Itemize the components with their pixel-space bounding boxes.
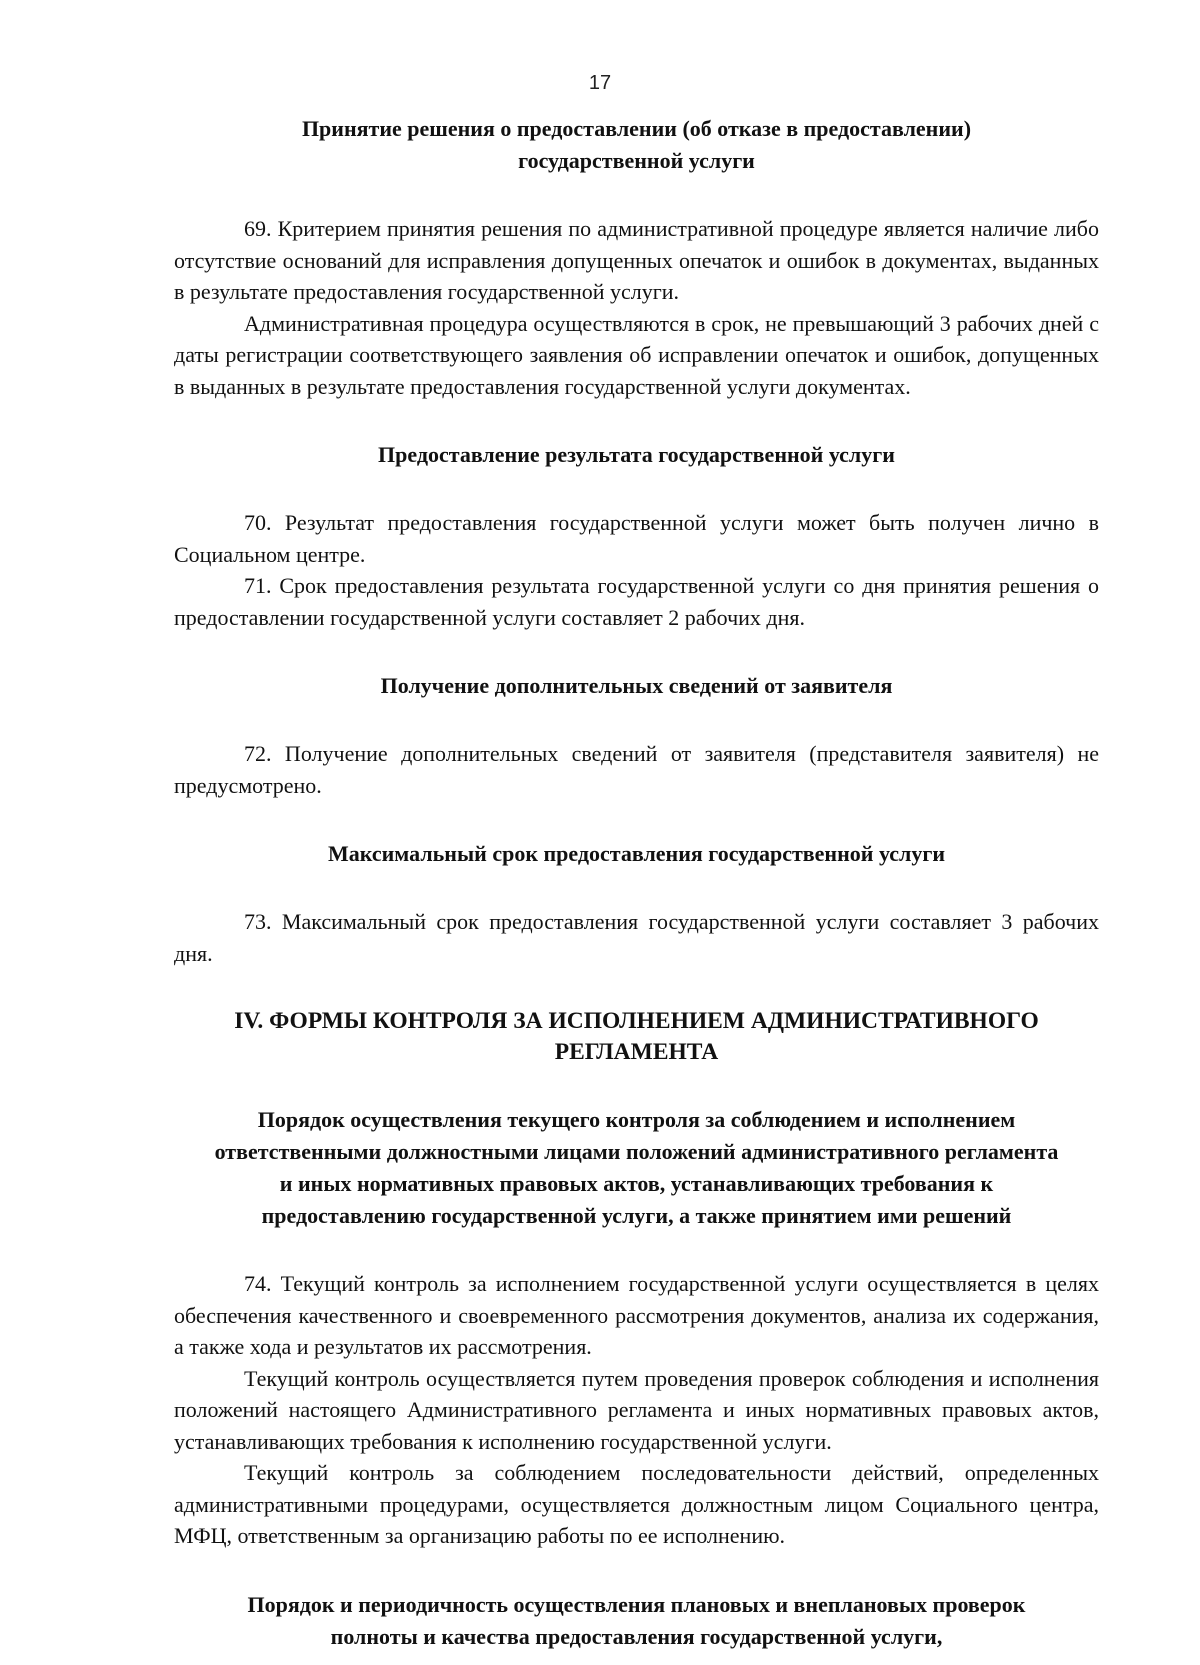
heading-line: предоставлению государственной услуги, а также принятием ими решений	[261, 1203, 1012, 1228]
paragraph-73: 73. Максимальный срок предоставления государственной услуги составляет 3 рабочих дня.	[174, 909, 1099, 966]
paragraph-70: 70. Результат предоставления государственной услуги может быть получен лично в Социальном центре.	[174, 510, 1099, 567]
section-title-line: РЕГЛАМЕНТА	[554, 1039, 719, 1065]
heading-line: Порядок осуществления текущего контроля за соблюдением и исполнением	[257, 1107, 1016, 1132]
section-title-line: IV. ФОРМЫ КОНТРОЛЯ ЗА ИСПОЛНЕНИЕМ АДМИНИСТРАТИВНОГО	[234, 1008, 1039, 1034]
paragraph-procedure-term: Административная процедура осуществляются в срок, не превышающий 3 рабочих дней с даты регистрации соответствующего заявления об исправлении опечаток и ошибок, допущенных в выданных в результате предоставления государственной услуги документах.	[174, 310, 1099, 399]
heading-line: Порядок и периодичность осуществления плановых и внеплановых проверок	[247, 1591, 1026, 1617]
paragraph-74: 74. Текущий контроль за исполнением государственной услуги осуществляется в целях обеспечения качественного и своевременного рассмотрения документов, анализа их содержания, а также хода и результатов их рассмотрения.	[174, 1271, 1099, 1359]
document-body	[174, 113, 1099, 1653]
section-title-iv	[174, 1006, 1099, 1068]
heading-line: Принятие решения о предоставлении (об отказе в предоставлении)	[301, 116, 972, 141]
heading-result	[174, 439, 1099, 471]
paragraph-71: 71. Срок предоставления результата государственной услуги со дня принятия решения о предоставлении государственной услуги составляет 2 рабочих дня.	[174, 573, 1099, 630]
heading-additional-info	[174, 670, 1099, 702]
heading-line: Максимальный срок предоставления государственной услуги	[327, 841, 946, 866]
heading-line: ответственными должностными лицами положений административного регламента	[214, 1139, 1059, 1164]
heading-line: и иных нормативных правовых актов, устанавливающих требования к	[279, 1171, 994, 1196]
paragraph-72: 72. Получение дополнительных сведений от заявителя (представителя заявителя) не предусмотрено.	[174, 741, 1099, 798]
heading-current-control	[174, 1104, 1099, 1232]
heading-line: Получение дополнительных сведений от заявителя	[380, 673, 893, 698]
heading-line: Предоставление результата государственной услуги	[378, 442, 895, 467]
heading-line: государственной услуги	[518, 148, 755, 173]
page-number: 17	[588, 72, 612, 94]
paragraph-69: 69. Критерием принятия решения по административной процедуре является наличие либо отсутствие оснований для исправления допущенных опечаток и ошибок в документах, выданных в результате предоставления государственной услуги.	[174, 216, 1099, 304]
heading-decision	[174, 113, 1099, 177]
heading-max-term	[174, 838, 1099, 870]
heading-inspections	[174, 1589, 1099, 1653]
paragraph-control-sequence: Текущий контроль за соблюдением последовательности действий, определенных административными процедурами, осуществляется должностным лицом Социального центра, МФЦ, ответственным за организацию работы по ее исполнению.	[174, 1460, 1099, 1548]
paragraph-control-checks: Текущий контроль осуществляется путем проведения проверок соблюдения и исполнения положений настоящего Административного регламента и иных нормативных правовых актов, устанавливающих требования к исполнению государственной услуги.	[174, 1365, 1099, 1454]
heading-line: полноты и качества предоставления государственной услуги,	[330, 1623, 943, 1649]
